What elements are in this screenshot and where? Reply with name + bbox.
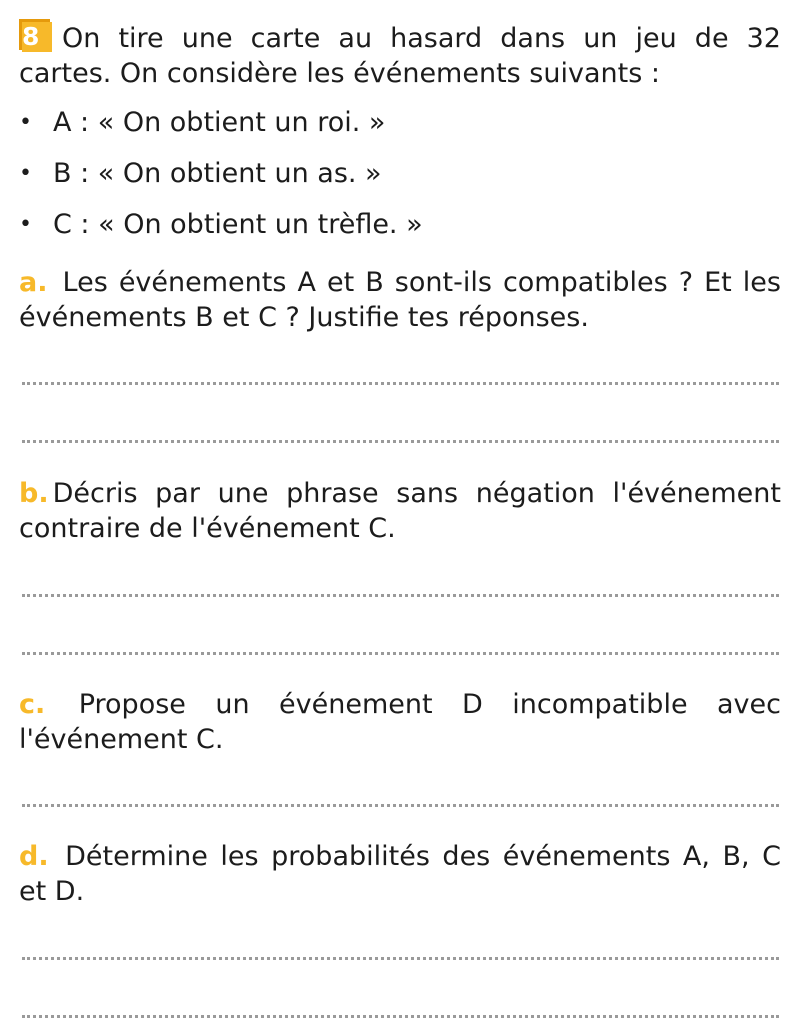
answer-line-a1[interactable] — [22, 382, 779, 385]
question-d — [19, 839, 781, 909]
event-list — [19, 105, 781, 242]
event-b-text: B : « On obtient un as. » — [53, 158, 382, 189]
question-d-letter: d. — [19, 841, 49, 872]
question-b-text: Décris par une phrase sans négation l'événement contraire de l'événement C. — [19, 478, 781, 544]
event-item-c — [19, 207, 781, 242]
answer-line-c1[interactable] — [22, 804, 779, 807]
question-c — [19, 687, 781, 757]
answer-line-a2[interactable] — [22, 440, 779, 443]
exercise-intro — [19, 19, 781, 91]
question-a — [19, 265, 781, 335]
event-a-text: A : « On obtient un roi. » — [53, 107, 386, 138]
question-b-letter: b. — [19, 478, 49, 509]
question-b — [19, 476, 781, 546]
question-c-text: Propose un événement D incompatible avec l'événement C. — [19, 689, 781, 755]
answer-line-b1[interactable] — [22, 594, 779, 597]
event-item-a — [19, 105, 781, 140]
answer-line-b2[interactable] — [22, 652, 779, 655]
exercise-number-badge — [19, 19, 52, 52]
event-item-b — [19, 156, 781, 191]
bullet-icon: • — [19, 212, 32, 237]
question-c-letter: c. — [19, 689, 46, 720]
answer-line-d1[interactable] — [22, 957, 779, 960]
question-d-text: Détermine les probabilités des événements A, B, C et D. — [19, 841, 781, 907]
intro-text: On tire une carte au hasard dans un jeu de 32 cartes. On considère les événements suivants : — [19, 23, 781, 89]
bullet-icon: • — [19, 110, 32, 135]
exercise-page — [19, 19, 781, 907]
event-c-text: C : « On obtient un trèfle. » — [53, 209, 423, 240]
bullet-icon: • — [19, 161, 32, 186]
exercise-number: 8 — [22, 22, 52, 52]
answer-line-d2[interactable] — [22, 1015, 779, 1018]
question-a-text: Les événements A et B sont-ils compatibles ? Et les événements B et C ? Justifie tes réponses. — [19, 267, 781, 333]
question-a-letter: a. — [19, 267, 48, 298]
